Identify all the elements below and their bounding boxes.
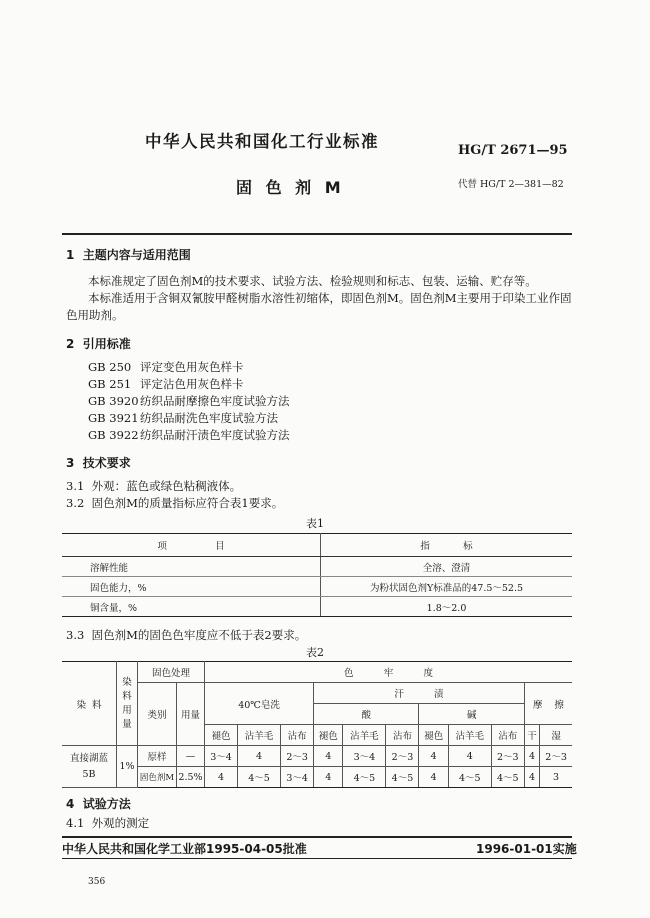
column-header-wet: 湿 (540, 725, 572, 746)
table-cell: 固色剂M (138, 767, 177, 788)
table-cell: 原样 (138, 746, 177, 767)
table-cell: 4 (448, 746, 491, 767)
table-row (62, 577, 572, 597)
column-header-alkali: 碱 (419, 704, 524, 725)
column-header-fading: 褪色 (314, 725, 343, 746)
reference-title: 纺织品耐洗色牢度试验方法 (140, 411, 278, 425)
section-1-paragraph-2a: 本标准适用于含铜双氰胺甲醛树脂水溶性初缩体，即固色剂M。固色剂M主要用于印染工业作固 (88, 291, 572, 305)
table-cell: 1.8～2.0 (321, 597, 573, 617)
column-header-perspiration: 汗 渍 (314, 683, 525, 704)
table-cell: 4 (238, 746, 281, 767)
section-3-heading: 3 技术要求 (66, 456, 131, 470)
column-header-wool-stain: 沾羊毛 (448, 725, 491, 746)
column-header-dye-amount (117, 662, 138, 746)
table-row (62, 557, 572, 577)
reference-item (88, 393, 290, 409)
table-cell: 4 (419, 767, 448, 788)
table-cell: 2～3 (491, 746, 524, 767)
column-header-wool-stain: 沾羊毛 (343, 725, 386, 746)
dye-name-line-2: 5B (82, 768, 96, 780)
column-header-type: 类别 (138, 683, 177, 746)
section-1-paragraph-2b: 色用助剂。 (66, 308, 124, 322)
column-header-item: 项 目 (62, 534, 321, 557)
reference-title: 评定沾色用灰色样卡 (140, 377, 244, 391)
table-cell: 4～5 (491, 767, 524, 788)
table-cell: 4～5 (343, 767, 386, 788)
approval-line: 中华人民共和国化学工业部1995-04-05批准 (62, 842, 307, 856)
column-header-dosage: 用量 (177, 683, 205, 746)
table-cell: 3～4 (281, 767, 314, 788)
table-header-row (62, 683, 572, 704)
table-cell: 4 (524, 767, 539, 788)
clause-3-2: 3.2 固色剂M的质量指标应符合表1要求。 (66, 496, 284, 510)
table-cell: 4～5 (448, 767, 491, 788)
table-cell: 为粉状固色剂Y标准品的47.5～52.5 (321, 577, 573, 597)
column-header-soaping: 40℃皂洗 (205, 683, 314, 725)
replaces-note: 代替 HG/T 2—381—82 (458, 179, 564, 190)
column-header-fading: 褪色 (419, 725, 448, 746)
standard-number: HG/T 2671—95 (458, 143, 568, 158)
table-cell: 4 (419, 746, 448, 767)
table-row (62, 767, 572, 788)
table-cell: 2～3 (386, 746, 419, 767)
table-2-caption: 表2 (306, 646, 324, 659)
reference-code: GB 3921 (88, 411, 139, 425)
table-cell: 固色能力，% (62, 577, 321, 597)
table-cell: 4～5 (386, 767, 419, 788)
column-header-cloth-stain: 沾布 (386, 725, 419, 746)
clause-4-1: 4.1 外观的测定 (66, 816, 150, 830)
table-cell: 3 (540, 767, 572, 788)
dye-amount-cell: 1% (117, 746, 138, 788)
section-4-heading: 4 试验方法 (66, 797, 131, 811)
table-cell: 4 (314, 767, 343, 788)
column-header-cloth-stain: 沾布 (491, 725, 524, 746)
reference-title: 评定变色用灰色样卡 (140, 360, 244, 374)
reference-title: 纺织品耐汗渍色牢度试验方法 (140, 428, 290, 442)
column-header-dye: 染 料 (62, 662, 117, 746)
table-header-row (62, 534, 572, 557)
column-header-dry: 干 (524, 725, 539, 746)
reference-item (88, 427, 290, 443)
column-header-wool-stain: 沾羊毛 (238, 725, 281, 746)
table-2 (62, 661, 572, 788)
reference-title: 纺织品耐摩擦色牢度试验方法 (140, 394, 290, 408)
table-header-row (62, 662, 572, 683)
table-cell: 铜含量，% (62, 597, 321, 617)
section-2-heading: 2 引用标准 (66, 337, 131, 351)
footer-rule (62, 836, 572, 838)
table-1 (62, 533, 572, 617)
reference-code: GB 3922 (88, 428, 139, 442)
table-1-caption: 表1 (306, 517, 324, 530)
dye-amount-label: 染料用量 (122, 676, 132, 730)
dye-name-cell (62, 746, 117, 788)
dye-name-line-1: 直接湖蓝 (69, 752, 108, 764)
reference-code: GB 250 (88, 360, 132, 374)
table-cell: 4～5 (238, 767, 281, 788)
table-cell: 3～4 (205, 746, 238, 767)
reference-item (88, 359, 244, 375)
column-header-rubbing: 摩 擦 (524, 683, 572, 725)
reference-code: GB 251 (88, 377, 132, 391)
column-header-fastness: 色 牢 度 (205, 662, 573, 683)
org-title: 中华人民共和国化工行业标准 (145, 132, 379, 151)
page-number: 356 (88, 877, 106, 887)
table-cell: — (177, 746, 205, 767)
column-header-fading: 褪色 (205, 725, 238, 746)
column-header-index: 指 标 (321, 534, 573, 557)
section-1-paragraph-1: 本标准规定了固色剂M的技术要求、试验方法、检验规则和标志、包装、运输、贮存等。 (88, 274, 537, 288)
header-rule (62, 233, 572, 235)
table-cell: 3～4 (343, 746, 386, 767)
reference-code: GB 3920 (88, 394, 139, 408)
clause-3-3: 3.3 固色剂M的固色色牢度应不低于表2要求。 (66, 628, 307, 642)
reference-item (88, 376, 244, 392)
table-cell: 4 (314, 746, 343, 767)
column-header-acid: 酸 (314, 704, 419, 725)
clause-3-1: 3.1 外观：蓝色或绿色粘稠液体。 (66, 479, 242, 493)
footer-rule-bottom (62, 858, 572, 859)
table-cell: 全溶、澄清 (321, 557, 573, 577)
column-header-cloth-stain: 沾布 (281, 725, 314, 746)
reference-item (88, 410, 278, 426)
effective-date: 1996-01-01实施 (476, 842, 577, 856)
section-1-heading: 1 主题内容与适用范围 (66, 248, 191, 262)
table-cell: 溶解性能 (62, 557, 321, 577)
table-cell: 2～3 (281, 746, 314, 767)
document-title: 固 色 剂 M (236, 178, 345, 197)
table-row (62, 597, 572, 617)
table-cell: 4 (205, 767, 238, 788)
table-cell: 2.5% (177, 767, 205, 788)
table-cell: 2～3 (540, 746, 572, 767)
table-row (62, 746, 572, 767)
column-header-fixing: 固色处理 (138, 662, 205, 683)
table-cell: 4 (524, 746, 539, 767)
